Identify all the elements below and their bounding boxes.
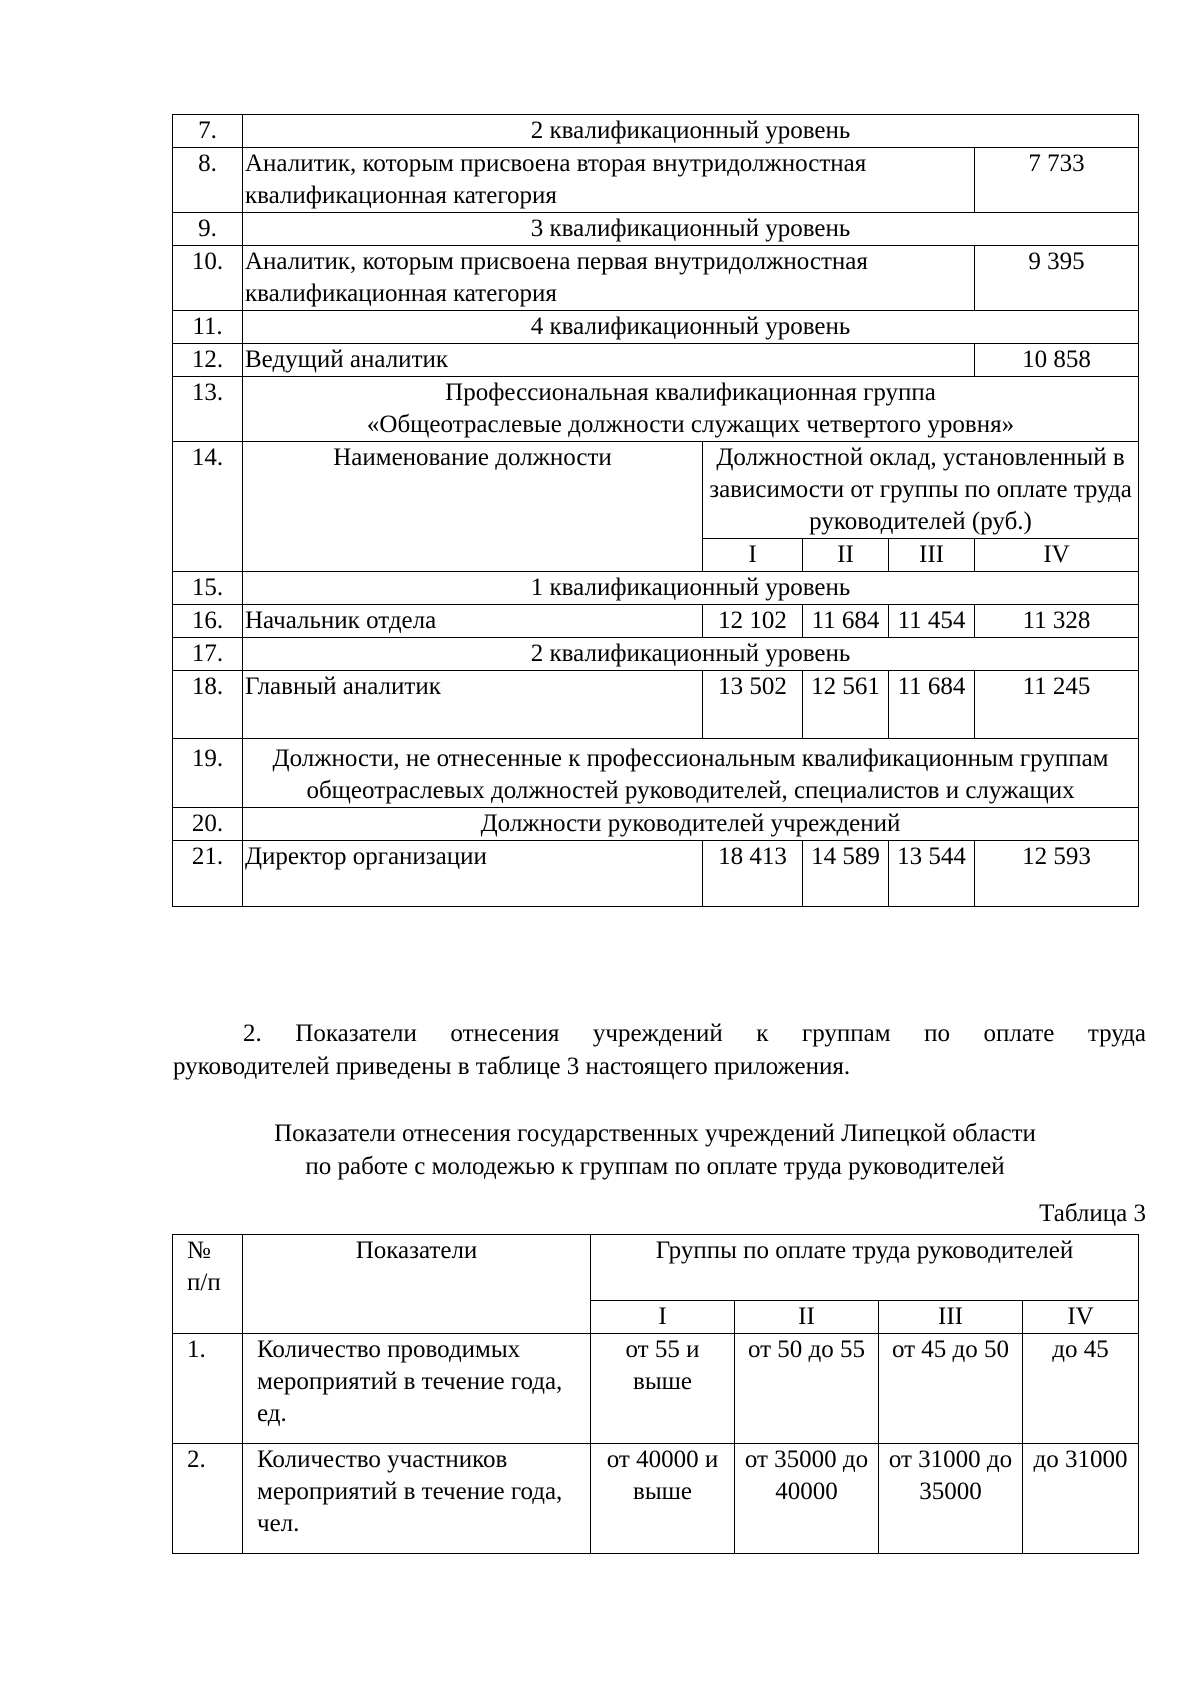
table-row: [173, 115, 1139, 148]
salary-group-ii: 14 589: [803, 841, 889, 907]
indicators-table: [172, 1234, 1139, 1554]
group-header-ii: II: [803, 539, 889, 572]
salary-group-i: 13 502: [703, 671, 803, 739]
caption-line2: по работе с молодежью к группам по оплате труда руководителей: [305, 1153, 1005, 1180]
row-number: 1.: [173, 1334, 243, 1444]
groups-column-header: Группы по оплате труда руководителей: [591, 1235, 1139, 1301]
group-i-range: от 40000 и выше: [591, 1444, 735, 1554]
number-header-line1: №: [187, 1237, 211, 1264]
position-name: Главный аналитик: [243, 671, 703, 739]
group-header-iii: III: [879, 1301, 1023, 1334]
row-number: 14.: [173, 442, 243, 572]
group-header-iv: IV: [1023, 1301, 1139, 1334]
table-row: [173, 246, 1139, 311]
row-number: 17.: [173, 638, 243, 671]
salary-group-iv: 11 328: [975, 605, 1139, 638]
body-paragraph: [173, 1017, 1146, 1083]
salary-group-ii: 11 684: [803, 605, 889, 638]
row-number: 2.: [173, 1444, 243, 1554]
table-row: [173, 605, 1139, 638]
salary-group-iii: 11 454: [889, 605, 975, 638]
positions-salary-table: [172, 114, 1139, 907]
section-heading: Должности руководителей учреждений: [243, 808, 1139, 841]
row-number: 10.: [173, 246, 243, 311]
section-heading: 3 квалификационный уровень: [243, 213, 1139, 246]
group-heading-line1: Профессиональная квалификационная группа: [445, 379, 936, 406]
group-header-ii: II: [735, 1301, 879, 1334]
caption-line1: Показатели отнесения государственных учреждений Липецкой области: [274, 1120, 1036, 1147]
group-heading: [243, 377, 1139, 442]
salary-group-iii: 13 544: [889, 841, 975, 907]
number-header-line2: п/п: [187, 1269, 221, 1296]
row-number: 18.: [173, 671, 243, 739]
position-name: Аналитик, которым присвоена вторая внутридолжностная квалификационная категория: [243, 148, 975, 213]
indicator-name: Количество участников мероприятий в течение года, чел.: [243, 1444, 591, 1554]
row-number: 11.: [173, 311, 243, 344]
position-name: Начальник отдела: [243, 605, 703, 638]
paragraph-line1: 2. Показатели отнесения учреждений к группам по оплате труда: [243, 1020, 1146, 1047]
position-name: Ведущий аналитик: [243, 344, 975, 377]
row-number: 9.: [173, 213, 243, 246]
salary-column-header: Должностной оклад, установленный в зависимости от группы по оплате труда руководителей (руб.): [703, 442, 1139, 539]
table-row: [173, 1444, 1139, 1554]
table-row: [173, 344, 1139, 377]
paragraph-line2: руководителей приведены в таблице 3 настоящего приложения.: [173, 1053, 851, 1080]
group-iii-range: от 45 до 50: [879, 1334, 1023, 1444]
salary-value: 7 733: [975, 148, 1139, 213]
salary-group-iv: 11 245: [975, 671, 1139, 739]
salary-value: 9 395: [975, 246, 1139, 311]
row-number: 19.: [173, 739, 243, 808]
table-row: [173, 1334, 1139, 1444]
table-row: [173, 442, 1139, 539]
salary-group-iv: 12 593: [975, 841, 1139, 907]
table-row: [173, 148, 1139, 213]
row-number: 20.: [173, 808, 243, 841]
indicators-column-header: Показатели: [243, 1235, 591, 1334]
table-number-label: Таблица 3: [1039, 1200, 1146, 1227]
indicator-name: Количество проводимых мероприятий в течение года, ед.: [243, 1334, 591, 1444]
table-row: [173, 311, 1139, 344]
group-heading-line2: «Общеотраслевые должности служащих четвертого уровня»: [366, 411, 1015, 438]
salary-group-i: 12 102: [703, 605, 803, 638]
section-heading: 2 квалификационный уровень: [243, 638, 1139, 671]
row-number: 7.: [173, 115, 243, 148]
row-number: 21.: [173, 841, 243, 907]
section-heading: Должности, не отнесенные к профессиональным квалификационным группам общеотраслевых должностей руководителей, специалистов и служащих: [243, 739, 1139, 808]
group-header-i: I: [703, 539, 803, 572]
salary-group-i: 18 413: [703, 841, 803, 907]
salary-group-ii: 12 561: [803, 671, 889, 739]
section-heading: 4 квалификационный уровень: [243, 311, 1139, 344]
section-heading: 1 квалификационный уровень: [243, 572, 1139, 605]
table-row: [173, 1235, 1139, 1301]
row-number: 12.: [173, 344, 243, 377]
position-name: Аналитик, которым присвоена первая внутридолжностная квалификационная категория: [243, 246, 975, 311]
section-heading: 2 квалификационный уровень: [243, 115, 1139, 148]
number-column-header: [173, 1235, 243, 1334]
row-number: 13.: [173, 377, 243, 442]
group-header-iv: IV: [975, 539, 1139, 572]
table-caption: [172, 1117, 1138, 1183]
group-iv-range: до 31000: [1023, 1444, 1139, 1554]
group-ii-range: от 35000 до 40000: [735, 1444, 879, 1554]
group-header-iii: III: [889, 539, 975, 572]
salary-group-iii: 11 684: [889, 671, 975, 739]
table-row: [173, 213, 1139, 246]
table-row: [173, 572, 1139, 605]
row-number: 8.: [173, 148, 243, 213]
table-row: [173, 808, 1139, 841]
table-row: [173, 377, 1139, 442]
row-number: 16.: [173, 605, 243, 638]
name-column-header: Наименование должности: [243, 442, 703, 572]
table-row: [173, 638, 1139, 671]
group-iv-range: до 45: [1023, 1334, 1139, 1444]
position-name: Директор организации: [243, 841, 703, 907]
salary-value: 10 858: [975, 344, 1139, 377]
group-ii-range: от 50 до 55: [735, 1334, 879, 1444]
table-row: [173, 841, 1139, 907]
group-iii-range: от 31000 до 35000: [879, 1444, 1023, 1554]
group-header-i: I: [591, 1301, 735, 1334]
table-row: [173, 671, 1139, 739]
table-row: [173, 739, 1139, 808]
row-number: 15.: [173, 572, 243, 605]
group-i-range: от 55 и выше: [591, 1334, 735, 1444]
